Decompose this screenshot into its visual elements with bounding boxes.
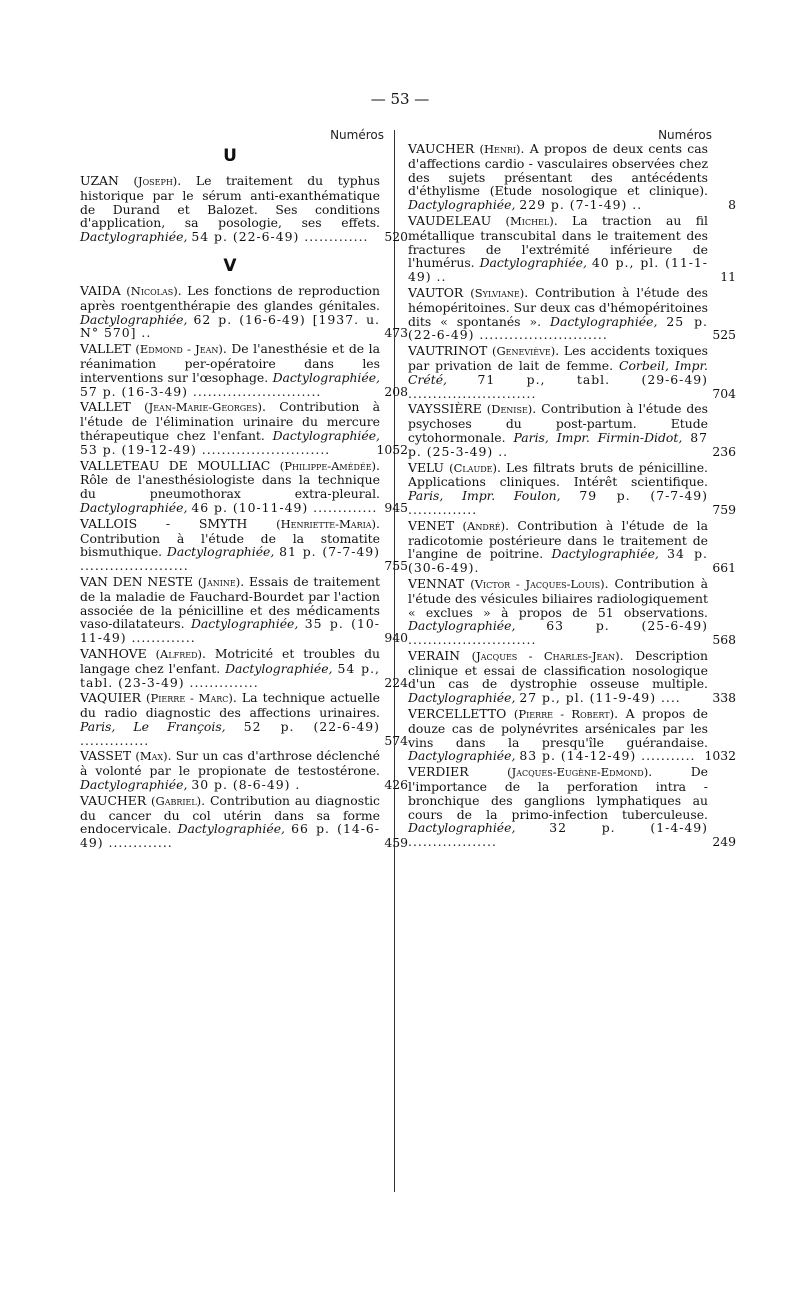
publisher: Dactylographiée, (408, 618, 516, 634)
entry-number: 661 (712, 560, 736, 576)
pages-date: 30 p. (8-6-49) . (191, 777, 301, 793)
author-surname: VENET (408, 517, 455, 533)
author-given-name: (Geneviève) (491, 344, 556, 359)
author-given-name: (Jean-Marie-Georges) (144, 400, 262, 415)
thesis-entry (408, 575, 736, 648)
publisher: Paris, Le François, (80, 718, 226, 734)
entry-title: . Contribution à l'étude de la stomatite bismuthique. (80, 515, 380, 560)
publisher: Paris, Impr. Firmin-Didot, (513, 429, 683, 445)
thesis-entry (80, 573, 408, 646)
pages-date: 62 p. (16-6-49) [1937. u. N° 570] .. (80, 311, 380, 341)
publisher: Paris, Impr. Foulon, (408, 488, 561, 504)
author-surname: VALLET (80, 341, 131, 357)
entry-title: . Contribution à l'étude de l'élimination urinaire du mercure thérapeutique chez l'enfant. (80, 399, 380, 443)
left-column-header: Numéros (330, 128, 384, 142)
pages-date: 35 p. (10-11-49) ............. (80, 616, 380, 646)
entry-title: . La technique actuelle du radio diagnostic des affections urinaires. (80, 690, 380, 721)
author-given-name: (Michel) (505, 213, 554, 228)
author-surname: VASSET (80, 748, 132, 764)
pages-date: 54 p. (22-6-49) ............. (191, 229, 369, 245)
author-surname: VALLOIS - SMYTH (80, 515, 248, 531)
author-surname: VAUTRINOT (408, 343, 488, 359)
publisher: Dactylographiée, (408, 820, 516, 836)
thesis-entry (80, 690, 408, 748)
thesis-entry (80, 792, 408, 851)
pages-date: 79 p. (7-7-49) .............. (408, 488, 708, 517)
entry-title: . Contribution à l'étude des hémopéritoines. Sur deux cas d'hémopéritoines dits « spontanés ». (408, 284, 708, 329)
publisher: Dactylographiée, (408, 748, 516, 764)
pages-date: 63 p. (25-6-49) .......................... (408, 618, 708, 648)
entry-title: . De l'importance de la perforation intra - bronchique des ganglions lymphatiques au cours de la primo-infection tuberculeuse. (408, 764, 708, 822)
thesis-entry (408, 343, 736, 401)
author-given-name: (Pierre - Robert) (513, 707, 615, 722)
author-surname: UZAN (80, 173, 119, 188)
entry-title: . Sur un cas d'arthrose déclenché à volonté par le propionate de testostérone. (80, 748, 380, 779)
publisher: Dactylographiée, (80, 499, 188, 515)
publisher: Dactylographiée, (190, 616, 299, 632)
publisher: Dactylographiée, (408, 690, 516, 706)
author-surname: VALLETEAU DE MOULLIAC (80, 457, 271, 473)
entry-title: . Contribution à l'étude de la radicotomie postérieure dans le traitement de l'angine de poitrine. (408, 517, 708, 562)
entry-title: . Les accidents toxiques par privation de lait de femme. (408, 343, 708, 373)
entry-title: . La traction au fil métallique transcubital dans le traitement des fractures de l'extrémité inférieure de l'humérus. (408, 212, 708, 271)
thesis-entry (408, 141, 736, 213)
entry-number: 525 (712, 327, 736, 343)
entry-number: 704 (712, 385, 736, 401)
entry-number: 759 (712, 501, 736, 517)
publisher: Dactylographiée, (80, 229, 188, 245)
thesis-entry (408, 517, 736, 576)
thesis-entry (408, 647, 736, 706)
author-given-name: (Jacques - Charles-Jean) (471, 648, 620, 663)
author-surname: VAYSSIÈRE (408, 401, 482, 417)
author-surname: VAUTOR (408, 284, 464, 300)
entry-title: . Essais de traitement de la maladie de Fauchard-Bourdet par l'action associée de la pénicilline et des médicaments vaso-dilatateurs. (80, 573, 380, 632)
author-surname: VAIDA (80, 282, 121, 298)
pages-date: 81 p. (7-7-49) ...................... (80, 544, 380, 574)
left-column (80, 128, 408, 852)
thesis-entry (80, 173, 408, 245)
entry-number: 568 (712, 632, 736, 648)
entry-title: . Contribution à l'étude des psychoses du post-partum. Etude cytohormonale. (408, 401, 708, 445)
publisher: Dactylographiée, (479, 255, 587, 271)
author-surname: VAUCHER (408, 141, 475, 156)
pages-date: 46 p. (10-11-49) ............. (191, 499, 378, 515)
author-surname: VAN DEN NESTE (80, 573, 194, 589)
entry-number: 338 (712, 690, 736, 706)
author-given-name: (Victor - Jacques-Louis) (470, 576, 605, 591)
pages-date: 71 p., tabl. (29-6-49) .......................... (408, 371, 708, 401)
pages-date: 25 p. (22-6-49) .......................... (408, 313, 709, 343)
entry-number: 1032 (704, 748, 736, 764)
publisher: Dactylographiée, (408, 197, 516, 213)
thesis-entry (408, 212, 736, 285)
publisher: Dactylographiée, (225, 660, 333, 676)
author-surname: VALLET (80, 399, 131, 415)
section-letter: V (223, 255, 237, 276)
thesis-entry (80, 457, 408, 515)
author-surname: VERAIN (408, 647, 461, 663)
entry-title: . A propos de deux cents cas d'affections cardio - vasculaires observées chez des sujets présentant des antécédents d'éthylisme (Etude nosologique et clinique). (408, 141, 708, 199)
entry-title: . Motricité et troubles du langage chez l'enfant. (80, 645, 380, 676)
pages-date: 53 p. (19-12-49) .......................... (80, 441, 331, 457)
author-given-name: (Janine) (197, 574, 241, 589)
pages-date: 32 p. (1-4-49) .................. (408, 820, 708, 850)
author-given-name: (Henriette-Maria) (276, 516, 377, 531)
pages-date: 57 p. (16-3-49) .......................... (80, 383, 322, 399)
pages-date: 34 p. (30-6-49). (408, 546, 708, 576)
pages-date: 52 p. (22-6-49) .............. (80, 718, 380, 748)
pages-date: 87 p. (25-3-49) .. (408, 429, 708, 459)
entry-title: . Les fonctions de reproduction après roentgenthérapie des glandes génitales. (80, 282, 380, 313)
entry-number: 755 (384, 558, 408, 574)
entry-number: 1052 (376, 441, 408, 457)
column-divider (394, 130, 395, 1192)
entry-title: . Description clinique et essai de classification nosologique d'un cas de dystrophie osseuse multiple. (408, 647, 708, 692)
author-given-name: (Nicolas) (126, 283, 178, 298)
right-entries (408, 141, 736, 850)
entry-title: . Contribution à l'étude des vésicules biliaires radiologiquement « exclues » à propos de 51 observations. (408, 575, 708, 620)
entry-number: 574 (384, 732, 408, 748)
publisher: Dactylographiée, (166, 544, 275, 560)
left-sections (80, 146, 408, 851)
author-surname: VAUDELEAU (408, 212, 492, 228)
pages-date: 83 p. (14-12-49) ........... (519, 748, 696, 764)
author-given-name: (Sylviane) (470, 285, 525, 300)
entry-title: . Contribution au diagnostic du cancer du col utérin dans sa forme endocervicale. (80, 792, 380, 837)
right-column-header: Numéros (658, 128, 712, 142)
entry-number: 249 (712, 834, 736, 850)
thesis-entry (80, 282, 408, 341)
thesis-entry (408, 706, 736, 764)
entry-number: 426 (384, 777, 408, 793)
author-given-name: (Henri) (479, 142, 521, 156)
thesis-entry (80, 515, 408, 574)
entry-number: 236 (712, 443, 736, 459)
publisher: Dactylographiée, (551, 546, 659, 562)
publisher: Dactylographiée, (550, 313, 658, 329)
thesis-entry (80, 748, 408, 793)
author-given-name: (Gabriel) (151, 793, 202, 808)
author-given-name: (André) (462, 518, 506, 533)
author-given-name: (Jacques-Eugène-Edmond) (507, 765, 649, 780)
publisher: Corbeil, Impr. Crété, (408, 357, 708, 387)
thesis-entry (80, 399, 408, 457)
thesis-entry (408, 401, 736, 459)
entry-number: 473 (384, 325, 408, 341)
author-surname: VAUCHER (80, 792, 147, 808)
author-given-name: (Denise) (486, 402, 533, 417)
entry-number: 940 (384, 630, 408, 646)
entry-title: . A propos de douze cas de polynévrites arsénicales par les vins dans la presqu'île guérandaise. (408, 706, 708, 750)
right-column (408, 128, 736, 851)
thesis-entry (408, 284, 736, 343)
author-surname: VENNAT (408, 575, 465, 591)
thesis-entry (408, 459, 736, 517)
entry-number: 945 (384, 499, 408, 515)
author-given-name: (Max) (135, 749, 168, 764)
author-surname: VERDIER (408, 764, 469, 780)
pages-date: 40 p., pl. (11-1-49) .. (408, 255, 708, 285)
pages-date: 66 p. (14-6-49) ............. (80, 821, 380, 851)
pages-date: 54 p., tabl. (23-3-49) .............. (80, 660, 380, 690)
entry-title: . Le traitement du typhus historique par le sérum anti-exanthématique de Durand et Balozet. Ses conditions d'application, sa posologie, ses effets. (80, 173, 380, 231)
pages-date: 27 p., pl. (11-9-49) .... (519, 690, 681, 706)
author-given-name: (Alfred) (155, 646, 202, 661)
author-surname: VERCELLETTO (408, 706, 507, 722)
entry-number: 11 (720, 269, 736, 285)
author-given-name: (Philippe-Amédée) (279, 458, 377, 473)
entry-number: 8 (728, 197, 736, 213)
author-surname: VANHOVE (80, 645, 147, 661)
section-letter: U (223, 146, 237, 166)
publisher: Dactylographiée, (272, 427, 380, 443)
entry-number: 224 (384, 674, 408, 690)
thesis-entry (80, 341, 408, 399)
publisher: Dactylographiée, (80, 777, 188, 793)
publisher: Dactylographiée, (272, 369, 380, 385)
author-given-name: (Pierre - Marc) (146, 691, 233, 706)
entry-title: . Rôle de l'anesthésiologiste dans la technique du pneumothorax extra-pleural. (80, 457, 380, 502)
author-surname: VELU (408, 459, 444, 475)
pages-date: 229 p. (7-1-49) .. (519, 197, 643, 213)
entry-title: . De l'anesthésie et de la réanimation per-opératoire dans les interventions sur l'œsophage. (80, 341, 380, 385)
page-number: — 53 — (370, 90, 430, 108)
entry-title: . Les filtrats bruts de pénicilline. Applications cliniques. Intérêt scientifique. (408, 459, 708, 490)
publisher: Dactylographiée, (80, 311, 188, 327)
publisher: Dactylographiée, (177, 821, 285, 837)
author-surname: VAQUIER (80, 690, 141, 706)
author-given-name: (Edmond - Jean) (135, 342, 223, 357)
author-given-name: (Joseph) (133, 174, 178, 188)
entry-number: 459 (384, 835, 408, 851)
thesis-entry (408, 764, 736, 850)
author-given-name: (Claude) (449, 460, 497, 475)
entry-number: 520 (384, 229, 408, 245)
entry-number: 208 (384, 383, 408, 399)
thesis-entry (80, 645, 408, 690)
